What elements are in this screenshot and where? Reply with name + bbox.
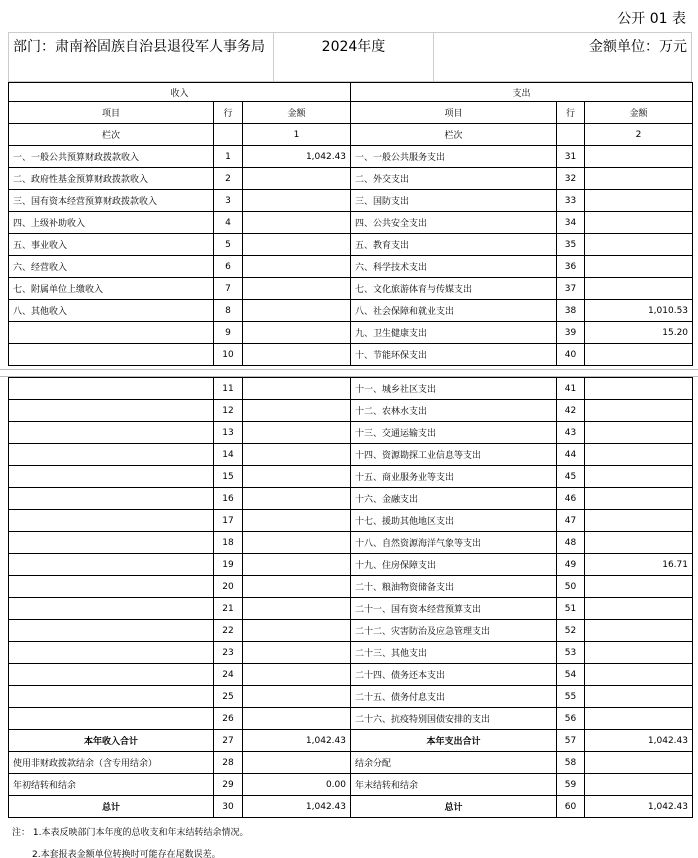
income-amount: [243, 686, 351, 708]
col-item-header: 项目: [9, 102, 214, 124]
expense-item: 十六、金融支出: [351, 488, 557, 510]
expense-item: 八、社会保障和就业支出: [351, 300, 557, 322]
income-amount: [243, 344, 351, 366]
expense-item: 二十、粮油物资储备支出: [351, 576, 557, 598]
row-number: 37: [557, 278, 585, 300]
rows-group-b: [9, 378, 693, 730]
table-row: [9, 212, 693, 234]
expense-amount: [585, 378, 693, 400]
expense-amount: 15.20: [585, 322, 693, 344]
table-row: [9, 444, 693, 466]
row-number: 34: [557, 212, 585, 234]
income-amount: [243, 620, 351, 642]
row-number: 27: [214, 730, 243, 752]
expense-amount: [585, 686, 693, 708]
table-row: [9, 190, 693, 212]
expense-amount: [585, 576, 693, 598]
income-item: 四、上级补助收入: [9, 212, 214, 234]
expense-item: 十二、农林水支出: [351, 400, 557, 422]
row-number: 48: [557, 532, 585, 554]
expense-amount: [585, 598, 693, 620]
expense-amount: [585, 708, 693, 730]
income-amount: [243, 752, 351, 774]
table-row: [9, 642, 693, 664]
expense-amount: [585, 444, 693, 466]
department-label: 部门：肃南裕固族自治县退役军人事务局: [9, 33, 274, 83]
income-amount: [243, 256, 351, 278]
row-number: 58: [557, 752, 585, 774]
income-item: [9, 422, 214, 444]
expense-item: 一、一般公共服务支出: [351, 146, 557, 168]
income-amount: [243, 322, 351, 344]
expense-item: 结余分配: [351, 752, 557, 774]
income-item: [9, 532, 214, 554]
budget-table-bottom: [8, 377, 693, 818]
row-number: 2: [214, 168, 243, 190]
table-row: [9, 598, 693, 620]
row-number: 35: [557, 234, 585, 256]
row-number: 51: [557, 598, 585, 620]
income-amount: [243, 278, 351, 300]
empty-cell: [557, 124, 585, 146]
income-item: [9, 444, 214, 466]
row-number: 12: [214, 400, 243, 422]
total-expense-amount: 1,042.43: [585, 730, 693, 752]
expense-item: 二十二、灾害防治及应急管理支出: [351, 620, 557, 642]
row-number: 40: [557, 344, 585, 366]
expense-amount: [585, 752, 693, 774]
income-item: [9, 378, 214, 400]
table-row: [9, 620, 693, 642]
expense-amount: [585, 168, 693, 190]
row-number: 8: [214, 300, 243, 322]
table-row: [9, 378, 693, 400]
table-row: [9, 532, 693, 554]
expense-amount: [585, 620, 693, 642]
col-amount-header: 金额: [585, 102, 693, 124]
expense-item: 六、科学技术支出: [351, 256, 557, 278]
table-row: [9, 708, 693, 730]
table-row: [9, 322, 693, 344]
income-item: [9, 664, 214, 686]
expense-section-title: 支出: [351, 83, 693, 102]
row-number: 26: [214, 708, 243, 730]
table-row: [9, 686, 693, 708]
row-number: 5: [214, 234, 243, 256]
row-number: 44: [557, 444, 585, 466]
row-number: 6: [214, 256, 243, 278]
table-row: [9, 344, 693, 366]
income-item: [9, 620, 214, 642]
table-row: [9, 664, 693, 686]
income-amount: [243, 212, 351, 234]
table-row: [9, 554, 693, 576]
row-number: 14: [214, 444, 243, 466]
table-row: [9, 510, 693, 532]
row-number: 33: [557, 190, 585, 212]
income-item: 三、国有资本经营预算财政拨款收入: [9, 190, 214, 212]
table-row: [9, 400, 693, 422]
income-item: 二、政府性基金预算财政拨款收入: [9, 168, 214, 190]
income-amount: 0.00: [243, 774, 351, 796]
budget-table-top: [8, 82, 693, 366]
row-number: 53: [557, 642, 585, 664]
row-number: 30: [214, 796, 243, 818]
income-item: 五、事业收入: [9, 234, 214, 256]
row-number: 31: [557, 146, 585, 168]
expense-item: 十一、城乡社区支出: [351, 378, 557, 400]
expense-item: 二十五、债务付息支出: [351, 686, 557, 708]
income-section-title: 收入: [9, 83, 351, 102]
table-row: [9, 422, 693, 444]
row-number: 24: [214, 664, 243, 686]
row-number: 10: [214, 344, 243, 366]
expense-amount: [585, 190, 693, 212]
report-header: [8, 32, 692, 82]
row-number: 56: [557, 708, 585, 730]
row-number: 4: [214, 212, 243, 234]
year-label: 2024年度: [274, 33, 434, 83]
expense-amount: [585, 212, 693, 234]
empty-cell: [214, 124, 243, 146]
col-index-label: 栏次: [351, 124, 557, 146]
row-number: 54: [557, 664, 585, 686]
row-number: 22: [214, 620, 243, 642]
table-row: [9, 146, 693, 168]
expense-col-number: 2: [585, 124, 693, 146]
col-amount-header: 金额: [243, 102, 351, 124]
table-row: [9, 300, 693, 322]
income-item: [9, 576, 214, 598]
income-amount: [243, 532, 351, 554]
income-amount: [243, 554, 351, 576]
expense-item: 二十三、其他支出: [351, 642, 557, 664]
expense-amount: [585, 422, 693, 444]
row-number: 28: [214, 752, 243, 774]
row-number: 18: [214, 532, 243, 554]
grand-total-income: 1,042.43: [243, 796, 351, 818]
income-item: 六、经营收入: [9, 256, 214, 278]
expense-item: 五、教育支出: [351, 234, 557, 256]
expense-amount: [585, 400, 693, 422]
income-item: 七、附属单位上缴收入: [9, 278, 214, 300]
income-amount: [243, 444, 351, 466]
income-item: [9, 400, 214, 422]
expense-amount: [585, 774, 693, 796]
income-amount: [243, 168, 351, 190]
expense-amount: [585, 642, 693, 664]
expense-item: 三、国防支出: [351, 190, 557, 212]
expense-item: 年末结转和结余: [351, 774, 557, 796]
income-item: [9, 510, 214, 532]
income-amount: [243, 466, 351, 488]
expense-amount: [585, 146, 693, 168]
col-row-header: 行: [557, 102, 585, 124]
row-number: 32: [557, 168, 585, 190]
income-amount: [243, 664, 351, 686]
row-number: 11: [214, 378, 243, 400]
row-number: 1: [214, 146, 243, 168]
income-amount: [243, 598, 351, 620]
expense-item: 二十一、国有资本经营预算支出: [351, 598, 557, 620]
expense-item: 二十六、抗疫特别国债安排的支出: [351, 708, 557, 730]
total-income-amount: 1,042.43: [243, 730, 351, 752]
expense-item: 十四、资源勘探工业信息等支出: [351, 444, 557, 466]
table-row: [9, 488, 693, 510]
footnote-1: 注： 1.本表反映部门本年度的总收支和年末结转结余情况。: [12, 828, 249, 838]
income-amount: [243, 190, 351, 212]
rows-group-a: [9, 146, 693, 366]
income-item: [9, 598, 214, 620]
row-number: 49: [557, 554, 585, 576]
income-col-number: 1: [243, 124, 351, 146]
income-item: 使用非财政拨款结余（含专用结余）: [9, 752, 214, 774]
expense-amount: 1,010.53: [585, 300, 693, 322]
unit-label: 金额单位：万元: [589, 39, 687, 55]
row-number: 39: [557, 322, 585, 344]
income-item: [9, 642, 214, 664]
col-item-header: 项目: [351, 102, 557, 124]
row-number: 21: [214, 598, 243, 620]
table-row: [9, 576, 693, 598]
row-number: 7: [214, 278, 243, 300]
expense-item: 十九、住房保障支出: [351, 554, 557, 576]
income-amount: [243, 576, 351, 598]
col-index-label: 栏次: [9, 124, 214, 146]
expense-item: 十、节能环保支出: [351, 344, 557, 366]
income-amount: [243, 400, 351, 422]
row-number: 25: [214, 686, 243, 708]
row-number: 52: [557, 620, 585, 642]
col-row-header: 行: [214, 102, 243, 124]
income-amount: [243, 300, 351, 322]
income-item: [9, 554, 214, 576]
total-income-label: 本年收入合计: [9, 730, 214, 752]
expense-amount: [585, 664, 693, 686]
row-number: 38: [557, 300, 585, 322]
table-row: [9, 278, 693, 300]
expense-amount: [585, 488, 693, 510]
income-amount: [243, 422, 351, 444]
row-number: 29: [214, 774, 243, 796]
row-number: 16: [214, 488, 243, 510]
income-amount: [243, 234, 351, 256]
row-number: 55: [557, 686, 585, 708]
income-item: [9, 708, 214, 730]
expense-item: 七、文化旅游体育与传媒支出: [351, 278, 557, 300]
income-item: [9, 686, 214, 708]
row-number: 59: [557, 774, 585, 796]
row-number: 20: [214, 576, 243, 598]
expense-item: 四、公共安全支出: [351, 212, 557, 234]
grand-total-label: 总计: [351, 796, 557, 818]
table-row: [9, 466, 693, 488]
expense-item: 十七、援助其他地区支出: [351, 510, 557, 532]
table-row: [9, 256, 693, 278]
expense-amount: 16.71: [585, 554, 693, 576]
expense-amount: [585, 532, 693, 554]
income-item: 一、一般公共预算财政拨款收入: [9, 146, 214, 168]
expense-item: 二、外交支出: [351, 168, 557, 190]
row-number: 47: [557, 510, 585, 532]
income-amount: [243, 488, 351, 510]
expense-item: 十八、自然资源海洋气象等支出: [351, 532, 557, 554]
footnote-2: 2.本套报表金额单位转换时可能存在尾数误差。: [32, 850, 221, 858]
row-number: 19: [214, 554, 243, 576]
row-number: 36: [557, 256, 585, 278]
income-amount: [243, 708, 351, 730]
table-row: [9, 168, 693, 190]
row-number: 3: [214, 190, 243, 212]
income-amount: [243, 378, 351, 400]
row-number: 23: [214, 642, 243, 664]
page-break-divider: [0, 369, 698, 377]
income-item: [9, 322, 214, 344]
income-item: [9, 488, 214, 510]
income-item: [9, 466, 214, 488]
expense-amount: [585, 278, 693, 300]
row-number: 46: [557, 488, 585, 510]
row-number: 60: [557, 796, 585, 818]
income-item: 年初结转和结余: [9, 774, 214, 796]
expense-amount: [585, 344, 693, 366]
expense-amount: [585, 234, 693, 256]
expense-item: 九、卫生健康支出: [351, 322, 557, 344]
row-number: 17: [214, 510, 243, 532]
grand-total-expense: 1,042.43: [585, 796, 693, 818]
income-item: 八、其他收入: [9, 300, 214, 322]
income-amount: [243, 642, 351, 664]
table-row: [9, 234, 693, 256]
row-number: 41: [557, 378, 585, 400]
row-number: 43: [557, 422, 585, 444]
expense-amount: [585, 466, 693, 488]
total-expense-label: 本年支出合计: [351, 730, 557, 752]
income-item: [9, 344, 214, 366]
row-number: 13: [214, 422, 243, 444]
expense-amount: [585, 256, 693, 278]
footnotes: [12, 822, 248, 858]
row-number: 42: [557, 400, 585, 422]
income-amount: 1,042.43: [243, 146, 351, 168]
expense-item: 十三、交通运输支出: [351, 422, 557, 444]
row-number: 9: [214, 322, 243, 344]
row-number: 57: [557, 730, 585, 752]
expense-item: 十五、商业服务业等支出: [351, 466, 557, 488]
grand-total-label: 总计: [9, 796, 214, 818]
income-amount: [243, 510, 351, 532]
row-number: 45: [557, 466, 585, 488]
expense-amount: [585, 510, 693, 532]
row-number: 50: [557, 576, 585, 598]
expense-item: 二十四、债务还本支出: [351, 664, 557, 686]
row-number: 15: [214, 466, 243, 488]
form-code: 公开 01 表: [617, 11, 686, 27]
